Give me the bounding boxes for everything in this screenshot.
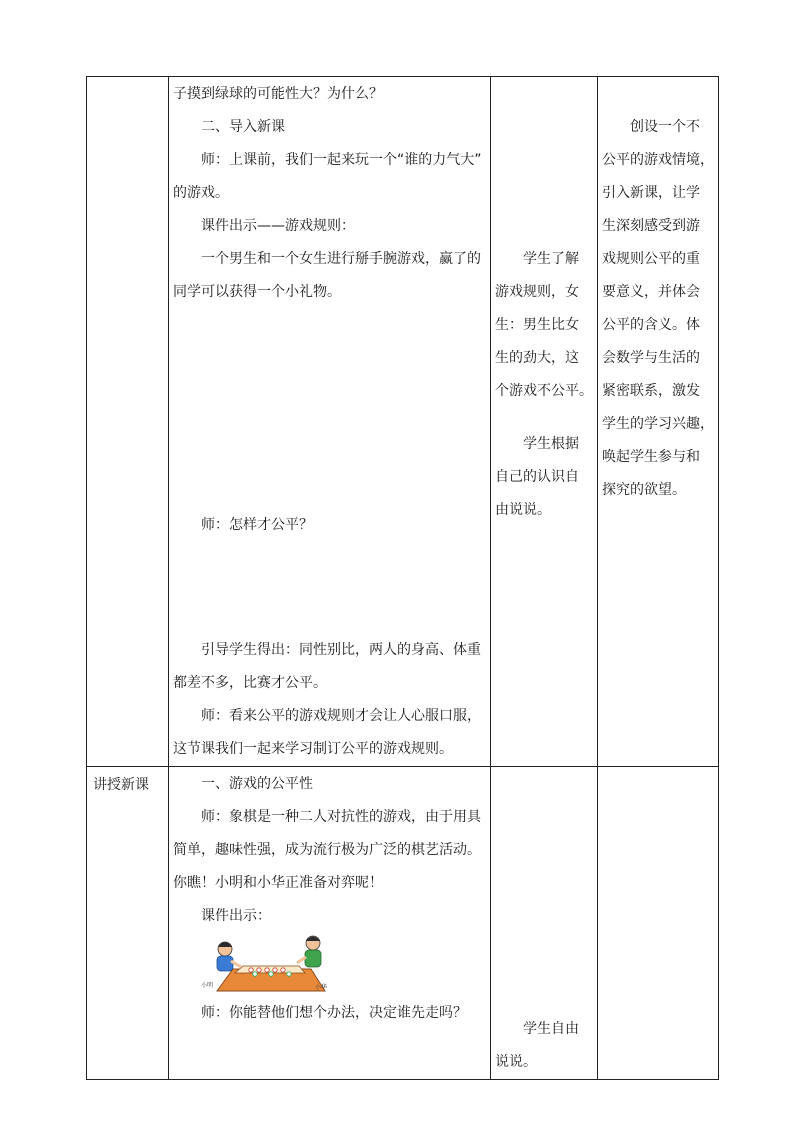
text-line: 公平的游戏情境， <box>602 152 714 168</box>
chess-players-illustration <box>199 933 329 997</box>
text-line: 生：男生比女 <box>495 317 579 333</box>
section-label <box>87 77 168 79</box>
text-line: 一个男生和一个女生进行掰手腕游戏，赢了的 <box>201 251 481 267</box>
text-line: 学生根据 <box>523 436 579 452</box>
text-line: 由说说。 <box>495 502 551 518</box>
heading-fairness: 一、游戏的公平性 <box>201 776 313 792</box>
section-label: 讲授新课 <box>93 777 149 793</box>
design-intent-cell <box>598 77 719 767</box>
text-line: 课件出示——游戏规则： <box>201 218 355 234</box>
text-line: 生的劲大，这 <box>495 350 579 366</box>
text-line: 师：怎样才公平？ <box>201 517 313 533</box>
content-cell <box>169 767 491 1080</box>
text-line: 探究的欲望。 <box>602 482 686 498</box>
text-line: 生深刻感受到游 <box>602 218 700 234</box>
lesson-plan-table <box>86 76 719 1080</box>
table-row <box>87 767 719 1080</box>
text-line: 简单，趣味性强，成为流行极为广泛的棋艺活动。 <box>173 842 481 858</box>
text-line: 课件出示： <box>201 908 271 924</box>
text-line: 学生的学习兴趣， <box>602 416 714 432</box>
text-line: 会数学与生活的 <box>602 350 700 366</box>
text-line: 学生了解 <box>523 251 579 267</box>
text-line: 戏规则公平的重 <box>602 251 700 267</box>
content-cell <box>169 77 491 767</box>
text-line: 自己的认识自 <box>495 469 579 485</box>
design-intent-cell <box>598 767 719 1080</box>
text-line: 要意义，并体会 <box>602 284 700 300</box>
text-line: 师：上课前，我们一起来玩一个“谁的力气大” <box>201 152 482 168</box>
text-line: 这节课我们一起来学习制订公平的游戏规则。 <box>173 741 453 757</box>
student-activity-cell <box>491 77 598 767</box>
student-activity-cell <box>491 767 598 1080</box>
text-line: 唤起学生参与和 <box>602 449 700 465</box>
text-line: 师：象棋是一种二人对抗性的游戏，由于用具 <box>201 809 481 825</box>
left-player-label: 小明 <box>201 982 214 989</box>
text-line: 游戏规则，女 <box>495 284 579 300</box>
text-line: 同学可以获得一个小礼物。 <box>173 284 341 300</box>
text-line: 创设一个不 <box>630 119 700 135</box>
text-line: 师：看来公平的游戏规则才会让人心服口服， <box>201 708 481 724</box>
text-line: 你瞧！小明和小华正准备对弈呢！ <box>173 875 383 891</box>
text-line: 师：你能替他们想个办法，决定谁先走吗？ <box>201 1005 467 1021</box>
text-line: 公平的含义。体 <box>602 317 700 333</box>
text-line: 的游戏。 <box>173 185 229 201</box>
text-line: 学生自由 <box>523 1021 579 1037</box>
section-cell <box>87 767 169 1080</box>
section-cell <box>87 77 169 767</box>
heading-import: 二、导入新课 <box>201 119 285 135</box>
text-line: 个游戏不公平。 <box>495 383 593 399</box>
text-line: 紧密联系，激发 <box>602 383 700 399</box>
text-line: 说说。 <box>495 1054 537 1070</box>
text-line: 引入新课，让学 <box>602 185 700 201</box>
text-line: 子摸到绿球的可能性大？为什么？ <box>173 86 383 102</box>
right-player-label: 小华 <box>315 984 328 991</box>
text-line: 都差不多，比赛才公平。 <box>173 675 327 691</box>
text-line: 引导学生得出：同性别比，两人的身高、体重 <box>201 642 481 658</box>
table-row <box>87 77 719 767</box>
